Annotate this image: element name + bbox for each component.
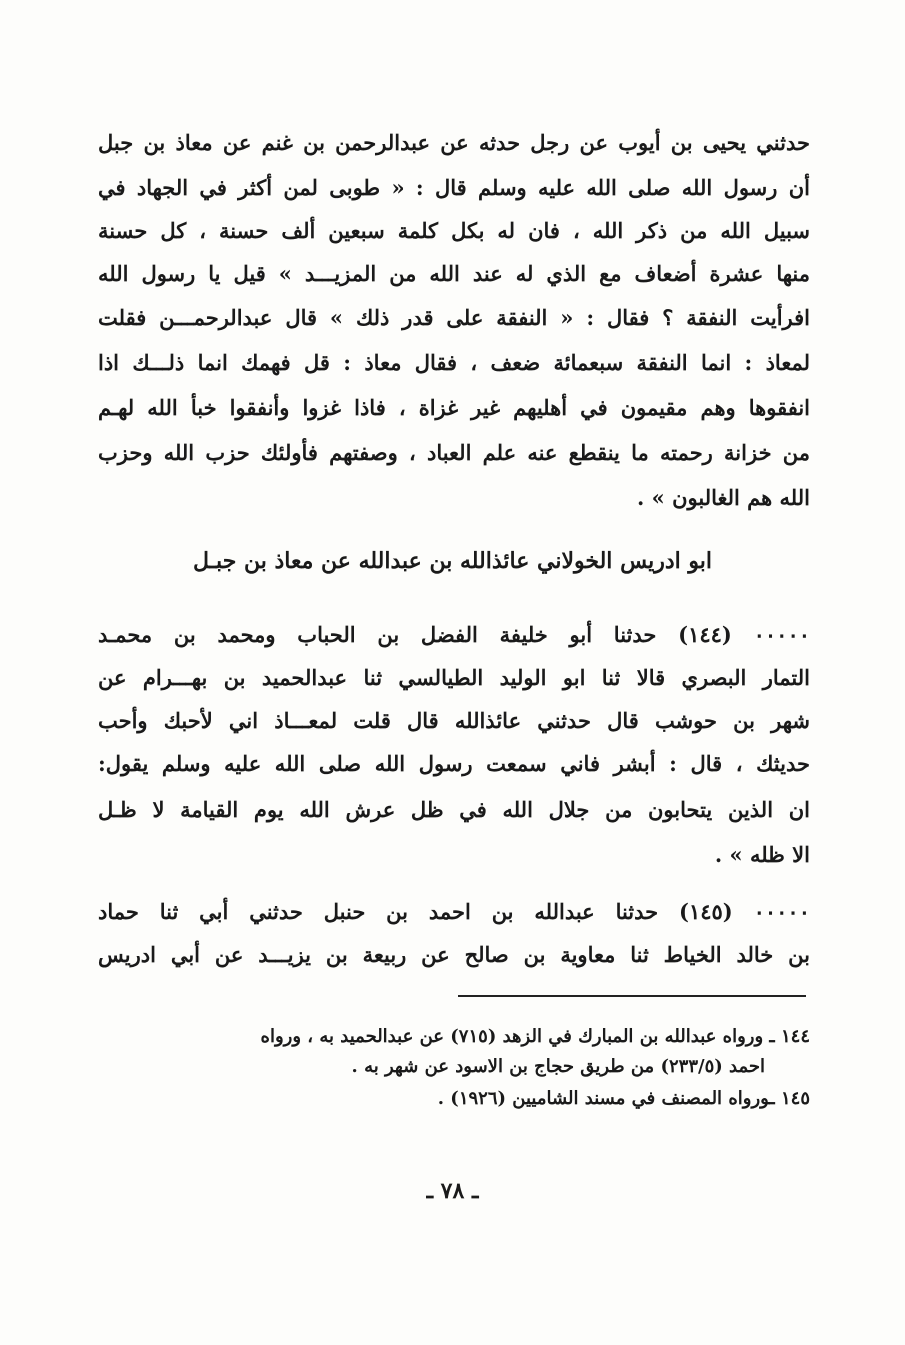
hadith-144-line-6: الا ظله » . <box>714 842 810 867</box>
body-line-7: انفقوها وهم مقيمون في أهليهم غير غزاة ، فاذا غزوا وأنفقوا خبأ الله لهـم <box>98 395 810 420</box>
hadith-144-line-3: شهر بن حوشب قال حدثني عائذالله قال قلت لمعـــاذ اني لأحبك وأحب <box>98 708 810 733</box>
body-line-3: سبيل الله من ذكر الله ، فان له بكل كلمة سبعين ألف حسنة ، كل حسنة <box>98 218 810 243</box>
footnote-line-1: ١٤٤ ـ ورواه عبدالله بن المبارك في الزهد (٧١٥) عن عبدالحميد به ، ورواه <box>260 1026 810 1047</box>
footnote-separator <box>458 995 806 997</box>
hadith-144-line-2: التمار البصري قالا ثنا ابو الوليد الطيالسي ثنا عبدالحميد بن بهـــرام عن <box>98 665 810 690</box>
section-heading: ابو ادريس الخولاني عائذالله بن عبدالله عن معاذ بن جبـل <box>192 548 713 574</box>
footnote-line-3: ١٤٥ ـورواه المصنف في مسند الشاميين (١٩٢٦) . <box>437 1088 810 1109</box>
body-line-1: حدثني يحيى بن أيوب عن رجل حدثه عن عبدالرحمن بن غنم عن معاذ بن جبل <box>98 130 810 155</box>
footnote-line-2: احمد (٢٣٣/٥) من طريق حجاج بن الاسود عن شهر به . <box>351 1056 765 1077</box>
body-line-9: الله هم الغالبون » . <box>637 485 810 510</box>
hadith-144-line-5: ان الذين يتحابون من جلال الله في ظل عرش الله يوم القيامة لا ظـل <box>98 797 810 822</box>
body-line-4: منها عشرة أضعاف مع الذي له عند الله من المزيـــد » قيل يا رسول الله <box>98 261 810 286</box>
body-line-2: أن رسول الله صلى الله عليه وسلم قال : « طوبى لمن أكثر في الجهاد في <box>98 175 810 200</box>
hadith-145-line-2: بن خالد الخياط ثنا معاوية بن صالح عن ربيعة بن يزيـــد عن أبي ادريس <box>98 942 810 967</box>
body-line-5: افرأيت النفقة ؟ فقال : « النفقة على قدر ذلك » قال عبدالرحمـــن فقلت <box>98 305 810 330</box>
body-line-6: لمعاذ : انما النفقة سبعمائة ضعف ، فقال معاذ : قل فهمك انما ذلـــك اذا <box>98 350 810 375</box>
hadith-144-line-4: حديثك ، قال : أبشر فاني سمعت رسول الله صلى الله عليه وسلم يقول: <box>98 751 810 776</box>
hadith-145-line-1: ٠٠٠٠٠ (١٤٥) حدثنا عبدالله بن احمد بن حنبل حدثني أبي ثنا حماد <box>98 899 810 924</box>
hadith-144-line-1: ٠٠٠٠٠ (١٤٤) حدثنا أبو خليفة الفضل بن الحباب ومحمد بن محمـد <box>98 622 810 647</box>
body-line-8: من خزانة رحمته ما ينقطع عنه علم العباد ، وصفتهم فأولئك حزب الله وحزب <box>98 440 810 465</box>
page-number: ـ ٧٨ ـ <box>426 1178 479 1204</box>
